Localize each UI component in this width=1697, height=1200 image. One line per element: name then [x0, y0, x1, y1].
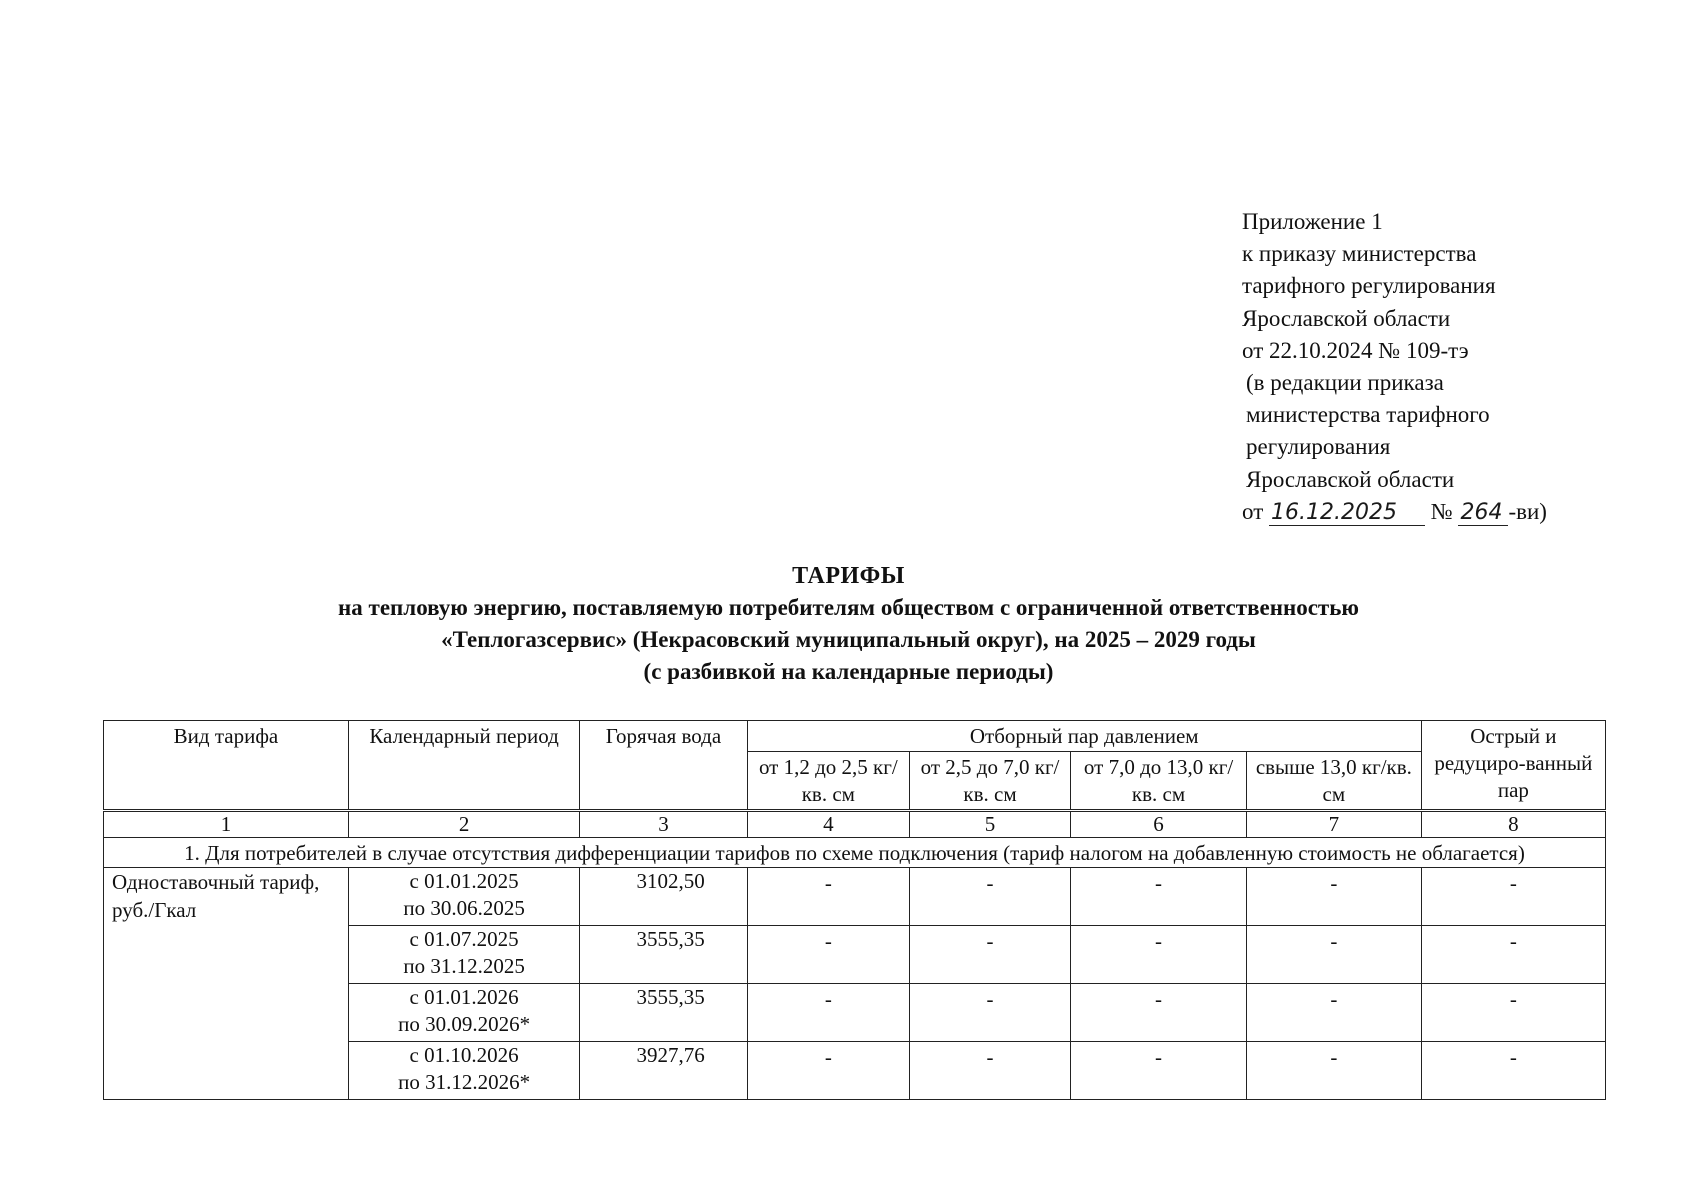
dash-cell: -: [909, 868, 1070, 926]
column-number: 8: [1421, 811, 1605, 838]
period-from: с 01.01.2026: [409, 985, 519, 1009]
header-hot-water: Горячая вода: [580, 721, 747, 811]
handwritten-number: 264: [1458, 501, 1508, 526]
hot-water-value: 3555,35: [580, 984, 747, 1042]
period-from: с 01.07.2025: [409, 927, 519, 951]
header-sharp-steam: Острый и редуциро-ванный пар: [1421, 721, 1605, 811]
header-kind: Вид тарифа: [104, 721, 349, 811]
dash-cell: -: [1421, 926, 1605, 984]
column-number: 2: [348, 811, 579, 838]
appendix-amendment-line: [1242, 496, 1547, 528]
period-from: с 01.01.2025: [409, 869, 519, 893]
tariff-kind-cell: Одноставочный тариф, руб./Гкал: [104, 868, 349, 1100]
amendment-suffix: -ви): [1508, 498, 1547, 524]
appendix-line: (в редакции приказа: [1246, 370, 1444, 396]
dash-cell: -: [909, 984, 1070, 1042]
period-to: по 30.09.2026*: [398, 1012, 531, 1036]
header-steam-2: от 2,5 до 7,0 кг/кв. см: [909, 752, 1070, 811]
column-number: 3: [580, 811, 747, 838]
title-main: ТАРИФЫ: [792, 563, 905, 589]
dash-cell: -: [1071, 984, 1247, 1042]
column-number-row: [104, 811, 1606, 838]
period-cell: [348, 984, 579, 1042]
period-cell: [348, 868, 579, 926]
hot-water-value: 3555,35: [580, 926, 747, 984]
header-steam-group: Отборный пар давлением: [747, 721, 1421, 752]
title-line-1: на тепловую энергию, поставляемую потребителям обществом с ограниченной ответственностью: [338, 595, 1359, 620]
period-to: по 31.12.2026*: [398, 1070, 531, 1094]
title-line-2: «Теплогазсервис» (Некрасовский муниципальный округ), на 2025 – 2029 годы: [441, 627, 1256, 652]
appendix-line: министерства тарифного: [1246, 402, 1490, 428]
tariff-table: [103, 720, 1606, 1100]
appendix-line: Ярославской области: [1246, 466, 1455, 492]
dash-cell: -: [1246, 926, 1421, 984]
dash-cell: -: [1071, 868, 1247, 926]
header-steam-3: от 7,0 до 13,0 кг/кв. см: [1071, 752, 1247, 811]
column-number: 5: [909, 811, 1070, 838]
appendix-line: тарифного регулирования: [1242, 273, 1496, 299]
dash-cell: -: [1246, 868, 1421, 926]
dash-cell: -: [909, 926, 1070, 984]
appendix-line: от 22.10.2024 № 109-тэ: [1242, 337, 1469, 363]
appendix-line: к приказу министерства: [1242, 241, 1477, 267]
dash-cell: -: [1071, 926, 1247, 984]
dash-cell: -: [747, 984, 909, 1042]
period-cell: [348, 926, 579, 984]
header-period: Календарный период: [348, 721, 579, 811]
table-row: [104, 868, 1606, 926]
dash-cell: -: [747, 868, 909, 926]
column-number: 7: [1246, 811, 1421, 838]
dash-cell: -: [1071, 1042, 1247, 1100]
dash-cell: -: [1421, 1042, 1605, 1100]
section-row: [104, 838, 1606, 868]
column-number: 6: [1071, 811, 1247, 838]
appendix-line: Приложение 1: [1242, 209, 1383, 234]
dash-cell: -: [1421, 868, 1605, 926]
appendix-block: [1242, 206, 1547, 528]
amendment-prefix: от: [1242, 498, 1264, 524]
handwritten-date: 16.12.2025: [1269, 501, 1425, 526]
section-1-heading: 1. Для потребителей в случае отсутствия дифференциации тарифов по схеме подключения (тариф налогом на добавленную стоимость не облагается): [104, 838, 1606, 868]
dash-cell: -: [747, 926, 909, 984]
header-steam-1: от 1,2 до 2,5 кг/кв. см: [747, 752, 909, 811]
hot-water-value: 3102,50: [580, 868, 747, 926]
dash-cell: -: [747, 1042, 909, 1100]
period-to: по 30.06.2025: [403, 896, 525, 920]
header-steam-4: свыше 13,0 кг/кв. см: [1246, 752, 1421, 811]
number-sign: №: [1430, 498, 1453, 524]
dash-cell: -: [909, 1042, 1070, 1100]
period-from: с 01.10.2026: [409, 1043, 519, 1067]
dash-cell: -: [1421, 984, 1605, 1042]
appendix-line: Ярославской области: [1242, 305, 1451, 331]
period-to: по 31.12.2025: [403, 954, 525, 978]
hot-water-value: 3927,76: [580, 1042, 747, 1100]
document-title: [0, 560, 1697, 688]
column-number: 4: [747, 811, 909, 838]
appendix-line: регулирования: [1246, 434, 1391, 460]
column-number: 1: [104, 811, 349, 838]
title-line-3: (с разбивкой на календарные периоды): [643, 659, 1054, 684]
header-row: [104, 721, 1606, 752]
period-cell: [348, 1042, 579, 1100]
dash-cell: -: [1246, 1042, 1421, 1100]
dash-cell: -: [1246, 984, 1421, 1042]
